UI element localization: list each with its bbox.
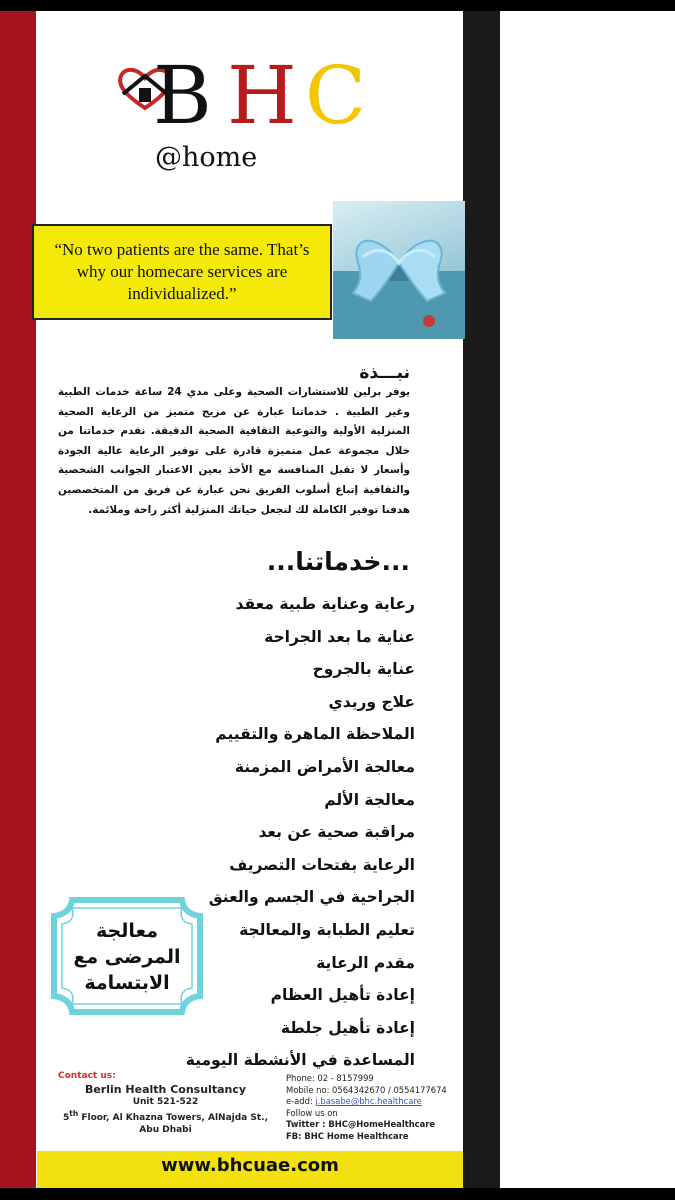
contact-heading: Contact us: (58, 1071, 116, 1081)
facebook-line[interactable]: FB: BHC Home Healthcare (286, 1130, 409, 1141)
email-line (286, 1096, 466, 1108)
services-list (180, 588, 415, 1077)
services-title: ...خدماتنا... (266, 547, 410, 576)
email-label: e-add: (286, 1096, 316, 1106)
service-item: معالجة الألم (324, 790, 415, 809)
bhc-logo (115, 49, 385, 186)
smile-badge (50, 896, 204, 1016)
service-item: الملاحظة الماهرة والتقييم (215, 725, 415, 744)
twitter-line[interactable]: Twitter : BHC@HomeHealthcare (286, 1119, 436, 1129)
gloved-hands-photo (333, 201, 465, 339)
service-item: معالجة الأمراض المزمنة (234, 757, 415, 776)
address-text: Floor, Al Khazna Towers, AlNajda St., (78, 1113, 268, 1123)
quote-text: “No two patients are the same. That’s why our homecare services are individualized.” (54, 239, 310, 304)
logo-letter-b: B (153, 49, 212, 142)
unit-line: Unit 521-522 (132, 1097, 199, 1107)
floor-number: 5 (63, 1113, 70, 1123)
service-item: عناية بالجروح (312, 660, 415, 679)
address-line-1 (58, 1108, 273, 1124)
email-link[interactable]: j.basabe@bhc.healthcare (315, 1096, 422, 1106)
service-item: الرعاية بفتحات التصريف (229, 855, 415, 874)
bottom-border (0, 1188, 675, 1200)
logo-letter-h: H (227, 49, 297, 142)
badge-line-3: الابتسامة (84, 972, 170, 994)
badge-line-2: المرضى مع (73, 946, 181, 968)
company-name: Berlin Health Consultancy (84, 1083, 247, 1096)
flyer (0, 11, 500, 1188)
service-item: علاج وريدي (328, 692, 415, 711)
website-link[interactable]: www.bhcuae.com (161, 1155, 339, 1176)
service-item: إعادة تأهيل العظام (270, 986, 415, 1005)
follow-line: Follow us on (286, 1107, 338, 1118)
service-item: مراقبة صحية عن بعد (258, 823, 415, 842)
address-line-2: Abu Dhabi (139, 1125, 192, 1135)
contact-address (58, 1071, 273, 1136)
about-title: نبـــذة (359, 363, 410, 383)
left-red-strip (0, 11, 36, 1188)
badge-text (60, 918, 194, 996)
gloved-hands-heart-icon (333, 201, 465, 339)
floor-suffix: th (69, 1109, 79, 1118)
badge-line-1: معالجة (96, 920, 158, 942)
contact-details (286, 1073, 466, 1142)
mobile-line: Mobile no: 0564342670 / 0554177674 (286, 1084, 447, 1095)
service-item: إعادة تأهيل جلطة (280, 1018, 415, 1037)
logo-tagline: @home (155, 142, 258, 173)
service-item: عناية ما بعد الجراحة (264, 627, 415, 646)
service-item: مقدم الرعاية (316, 953, 415, 972)
about-body: يوفر برلين للاستشارات الصحية وعلى مدي 24 ساعة خدمات الطبية وغير الطبية . خدماتنا عبارة عن مزيج متميز من الرعاية الصحية المنزلية الأولية والتوعية الثقافية الصحية الدقيقة. نقدم خدماتنا من خلال مجموعة عمل متميزة قادرة على توفير الرعاية عالية الجودة وأسعار لا تقبل المنافسة مع الأخذ بعين الاعتبار الجوانب الشخصية والثقافية إتباع أسلوب الفريق نحن عبارة عن فريق من المتخصصين هدفنا توفير الكاملة لك لنجعل حياتك المنزلية أكثر راحة وملائمة. (58, 386, 410, 516)
quote-box (32, 224, 332, 320)
top-border (0, 0, 675, 11)
right-black-strip (463, 11, 500, 1188)
service-item: رعاية وعناية طبية معقد (235, 595, 415, 613)
service-item: الجراحية في الجسم والعنق (208, 888, 415, 907)
logo-letter-c: C (305, 49, 367, 142)
service-item: المساعدة في الأنشطة اليومية (185, 1051, 415, 1070)
service-item: تعليم الطبابة والمعالجة (239, 920, 415, 939)
phone-line: Phone: 02 - 8157999 (286, 1073, 374, 1083)
